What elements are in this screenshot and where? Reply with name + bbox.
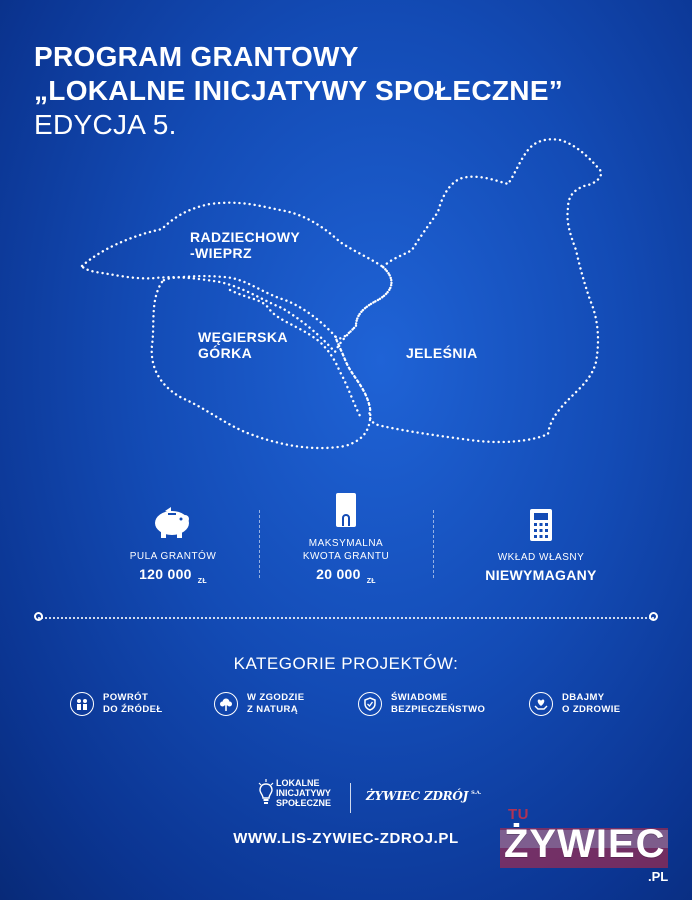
watermark-suffix: .PL <box>648 869 669 884</box>
stat-value <box>256 566 436 585</box>
category-item <box>214 692 304 716</box>
category-item <box>70 692 163 716</box>
region-label-line: GÓRKA <box>198 345 253 361</box>
category-line: W ZGODZIE <box>247 692 305 703</box>
heart-hands-icon <box>529 692 553 716</box>
region-label-jelesnia <box>406 345 478 361</box>
lis-logo <box>258 778 331 808</box>
watermark-prefix: TU <box>508 806 529 823</box>
lis-logo-line: INICJATYWY <box>276 788 331 798</box>
title-line-1: PROGRAM GRANTOWY <box>34 41 359 72</box>
piggy-bank-icon <box>151 505 195 539</box>
stat-value <box>83 566 263 585</box>
category-label <box>391 692 485 716</box>
category-line: DBAJMY <box>562 692 605 703</box>
lis-logo-text <box>276 778 331 808</box>
category-line: ŚWIADOME <box>391 692 448 703</box>
stat-label: WKŁAD WŁASNY <box>497 552 585 563</box>
stat-unit: ZŁ <box>197 578 207 585</box>
categories-header: KATEGORIE PROJEKTÓW: <box>233 654 459 673</box>
title-edition: EDYCJA 5. <box>34 109 177 140</box>
category-item <box>529 692 621 716</box>
category-label <box>103 692 163 716</box>
lightbulb-icon <box>258 778 274 808</box>
category-label <box>247 692 304 716</box>
stat-amount: 120 000 <box>139 566 192 582</box>
logo-separator <box>350 783 351 813</box>
website-url[interactable]: WWW.LIS-ZYWIEC-ZDROJ.PL <box>233 830 459 847</box>
watermark-name: ŻYWIEC <box>504 822 666 866</box>
stat-own-contribution <box>451 508 631 583</box>
region-label-line: -WIEPRZ <box>190 245 252 261</box>
title-line-2: „LOKALNE INICJATYWY SPOŁECZNE” <box>34 75 564 106</box>
region-jelesnia <box>335 139 601 442</box>
stat-value: NIEWYMAGANY <box>485 567 597 583</box>
zz-logo-suffix: S.A. <box>471 790 482 796</box>
category-line: POWRÓT <box>103 692 149 703</box>
lis-logo-line: SPOŁECZNE <box>276 798 332 808</box>
stat-amount: 20 000 <box>316 566 361 582</box>
stat-max-grant <box>256 492 436 585</box>
region-label-wegierska-gorka <box>198 329 288 361</box>
people-icon <box>70 692 94 716</box>
stat-label: MAKSYMALNA <box>308 538 384 549</box>
stat-label: KWOTA GRANTU <box>302 551 390 562</box>
zz-logo-name: ŻYWIEC ZDRÓJ <box>366 789 469 803</box>
category-item <box>358 692 485 716</box>
tree-icon <box>214 692 238 716</box>
category-line: O ZDROWIE <box>562 704 621 715</box>
category-line: DO ŹRÓDEŁ <box>103 704 163 715</box>
region-label-line: RADZIECHOWY <box>190 229 301 245</box>
category-line: BEZPIECZEŃSTWO <box>391 704 486 715</box>
watermark-badge <box>500 806 672 888</box>
shield-icon <box>358 692 382 716</box>
document-icon <box>334 492 358 528</box>
stat-divider <box>433 510 434 578</box>
category-line: Z NATURĄ <box>247 704 299 715</box>
page-title <box>34 40 563 142</box>
stat-label: PULA GRANTÓW <box>129 551 217 562</box>
region-wegierska-gorka <box>152 276 371 448</box>
region-map <box>0 130 692 460</box>
zywiec-zdroj-logo <box>366 789 481 803</box>
timeline-end-dot <box>649 612 658 621</box>
region-label-radziechowy <box>190 229 300 261</box>
region-label-line: WĘGIERSKA <box>198 329 288 345</box>
calculator-icon <box>529 508 553 542</box>
region-label-line: JELEŚNIA <box>406 345 478 361</box>
lis-logo-line: LOKALNE <box>276 778 320 788</box>
timeline-line <box>38 617 654 619</box>
category-label <box>562 692 621 716</box>
stat-unit: ZŁ <box>366 578 376 585</box>
stat-pool <box>83 505 263 585</box>
